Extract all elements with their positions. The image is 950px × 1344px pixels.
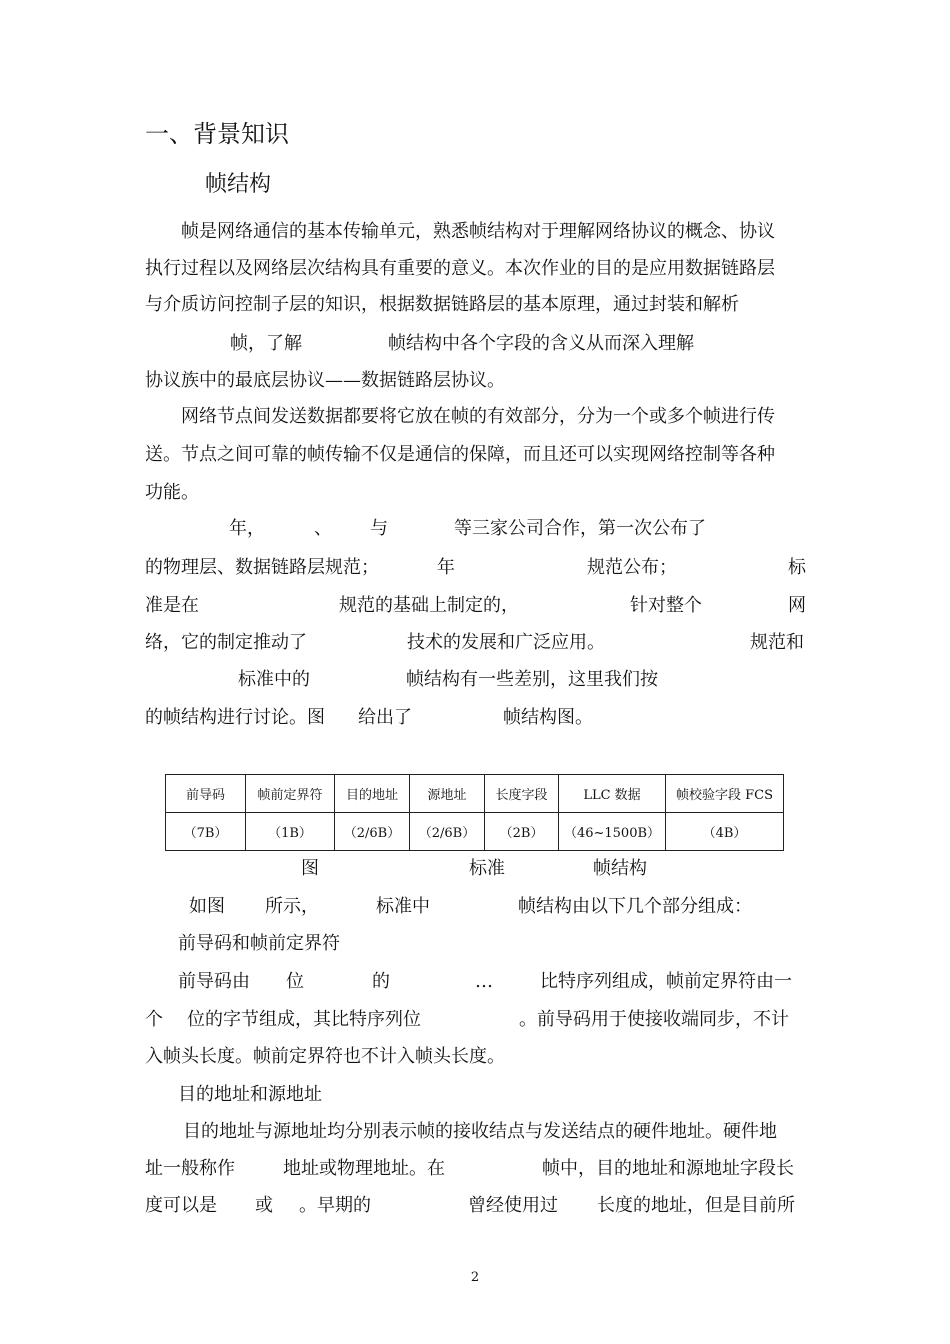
paragraph-fragment: 长度的地址，但是目前所 <box>597 1195 795 1216</box>
paragraph-line: 功能。 <box>145 482 199 503</box>
paragraph-fragment: 度可以是 <box>145 1195 217 1216</box>
paragraph-fragment: 标准中 <box>376 896 430 917</box>
paragraph-fragment: 准是在 <box>145 595 199 616</box>
paragraph-fragment: 帧结构由以下几个部分组成： <box>518 896 752 917</box>
paragraph-fragment: 帧中，目的地址和源地址字段长 <box>542 1158 794 1179</box>
frame-structure-table <box>165 774 784 851</box>
paragraph-line: 送。节点之间可靠的帧传输不仅是通信的保障，而且还可以实现网络控制等各种 <box>145 444 775 465</box>
paragraph-fragment: 址一般称作 <box>145 1158 235 1179</box>
paragraph-fragment: 标准中的 <box>238 669 310 690</box>
paragraph-fragment: 技术的发展和广泛应用。 <box>407 632 605 653</box>
table-cell: （2/6B） <box>410 813 485 851</box>
paragraph-fragment: 或 <box>255 1195 273 1216</box>
paragraph-fragment: 比特序列组成，帧前定界符由一 <box>540 971 792 992</box>
paragraph-fragment: 网 <box>788 595 806 616</box>
paragraph-fragment: 地址或物理地址。在 <box>283 1158 445 1179</box>
table-header-cell: 源地址 <box>410 775 485 813</box>
paragraph-fragment: 年， <box>229 518 265 539</box>
paragraph-fragment: 所示， <box>265 896 319 917</box>
table-header-cell: 帧校验字段 FCS <box>666 775 784 813</box>
subsection-heading: 目的地址和源地址 <box>178 1084 322 1105</box>
paragraph-fragment: 位的字节组成，其比特序列位 <box>187 1009 421 1030</box>
paragraph-fragment: 、 <box>314 518 332 539</box>
paragraph-fragment: 帧，了解 <box>230 333 302 354</box>
paragraph-fragment: 。前导码用于使接收端同步，不计 <box>519 1009 789 1030</box>
paragraph-fragment: 个 <box>145 1009 163 1030</box>
table-cell: （2B） <box>485 813 559 851</box>
paragraph-fragment: 规范和 <box>750 632 804 653</box>
table-header-cell: 长度字段 <box>485 775 559 813</box>
paragraph-fragment: 等三家公司合作，第一次公布了 <box>454 518 706 539</box>
paragraph-fragment: 与 <box>370 518 388 539</box>
paragraph-fragment: 标 <box>788 557 806 578</box>
table-cell: （1B） <box>246 813 335 851</box>
paragraph-line: 目的地址与源地址均分别表示帧的接收结点与发送结点的硬件地址。硬件地 <box>183 1121 777 1142</box>
table-header-cell: 帧前定界符 <box>246 775 335 813</box>
table-row <box>166 775 784 813</box>
figure-caption-fragment: 图 <box>301 858 319 879</box>
figure-caption-fragment: 标准 <box>469 858 505 879</box>
table-header-cell: LLC 数据 <box>559 775 666 813</box>
table-row <box>166 813 784 851</box>
sub-heading: 帧结构 <box>205 172 272 197</box>
paragraph-fragment: 针对整个 <box>630 595 702 616</box>
subsection-heading: 前导码和帧前定界符 <box>178 933 340 954</box>
paragraph-fragment: 如图 <box>189 896 225 917</box>
table-cell: （46~1500B） <box>559 813 666 851</box>
paragraph-line: 执行过程以及网络层次结构具有重要的意义。本次作业的目的是应用数据链路层 <box>145 258 775 279</box>
table-cell: （4B） <box>666 813 784 851</box>
section-heading: 一、背景知识 <box>145 120 289 148</box>
paragraph-line: 与介质访问控制子层的知识，根据数据链路层的基本原理，通过封装和解析 <box>145 294 739 315</box>
paragraph-line: 帧是网络通信的基本传输单元，熟悉帧结构对于理解网络协议的概念、协议 <box>181 221 775 242</box>
paragraph-fragment: 帧结构中各个字段的含义从而深入理解 <box>388 333 694 354</box>
paragraph-fragment: 位 <box>286 971 304 992</box>
figure-caption-fragment: 帧结构 <box>593 858 647 879</box>
paragraph-fragment: 规范公布； <box>587 557 677 578</box>
paragraph-line: 入帧头长度。帧前定界符也不计入帧头长度。 <box>145 1046 505 1067</box>
paragraph-fragment: 络，它的制定推动了 <box>145 632 307 653</box>
paragraph-fragment: 的 <box>372 971 390 992</box>
table-cell: （2/6B） <box>335 813 410 851</box>
paragraph-fragment: 给出了 <box>358 707 412 728</box>
paragraph-fragment: 帧结构图。 <box>503 707 593 728</box>
paragraph-fragment: 。早期的 <box>299 1195 371 1216</box>
table-cell: （7B） <box>166 813 246 851</box>
paragraph-fragment: … <box>475 971 493 992</box>
paragraph-fragment: 曾经使用过 <box>468 1195 558 1216</box>
paragraph-fragment: 年 <box>437 557 455 578</box>
table-header-cell: 目的地址 <box>335 775 410 813</box>
paragraph-fragment: 前导码由 <box>178 971 250 992</box>
paragraph-fragment: 的物理层、数据链路层规范； <box>145 557 379 578</box>
table-header-cell: 前导码 <box>166 775 246 813</box>
paragraph-line: 网络节点间发送数据都要将它放在帧的有效部分，分为一个或多个帧进行传 <box>181 406 775 427</box>
page-number: 2 <box>470 1270 480 1285</box>
paragraph-fragment: 规范的基础上制定的， <box>339 595 519 616</box>
paragraph-line: 协议族中的最底层协议——数据链路层协议。 <box>145 370 505 391</box>
paragraph-fragment: 的帧结构进行讨论。图 <box>145 707 325 728</box>
paragraph-fragment: 帧结构有一些差别，这里我们按 <box>406 669 658 690</box>
